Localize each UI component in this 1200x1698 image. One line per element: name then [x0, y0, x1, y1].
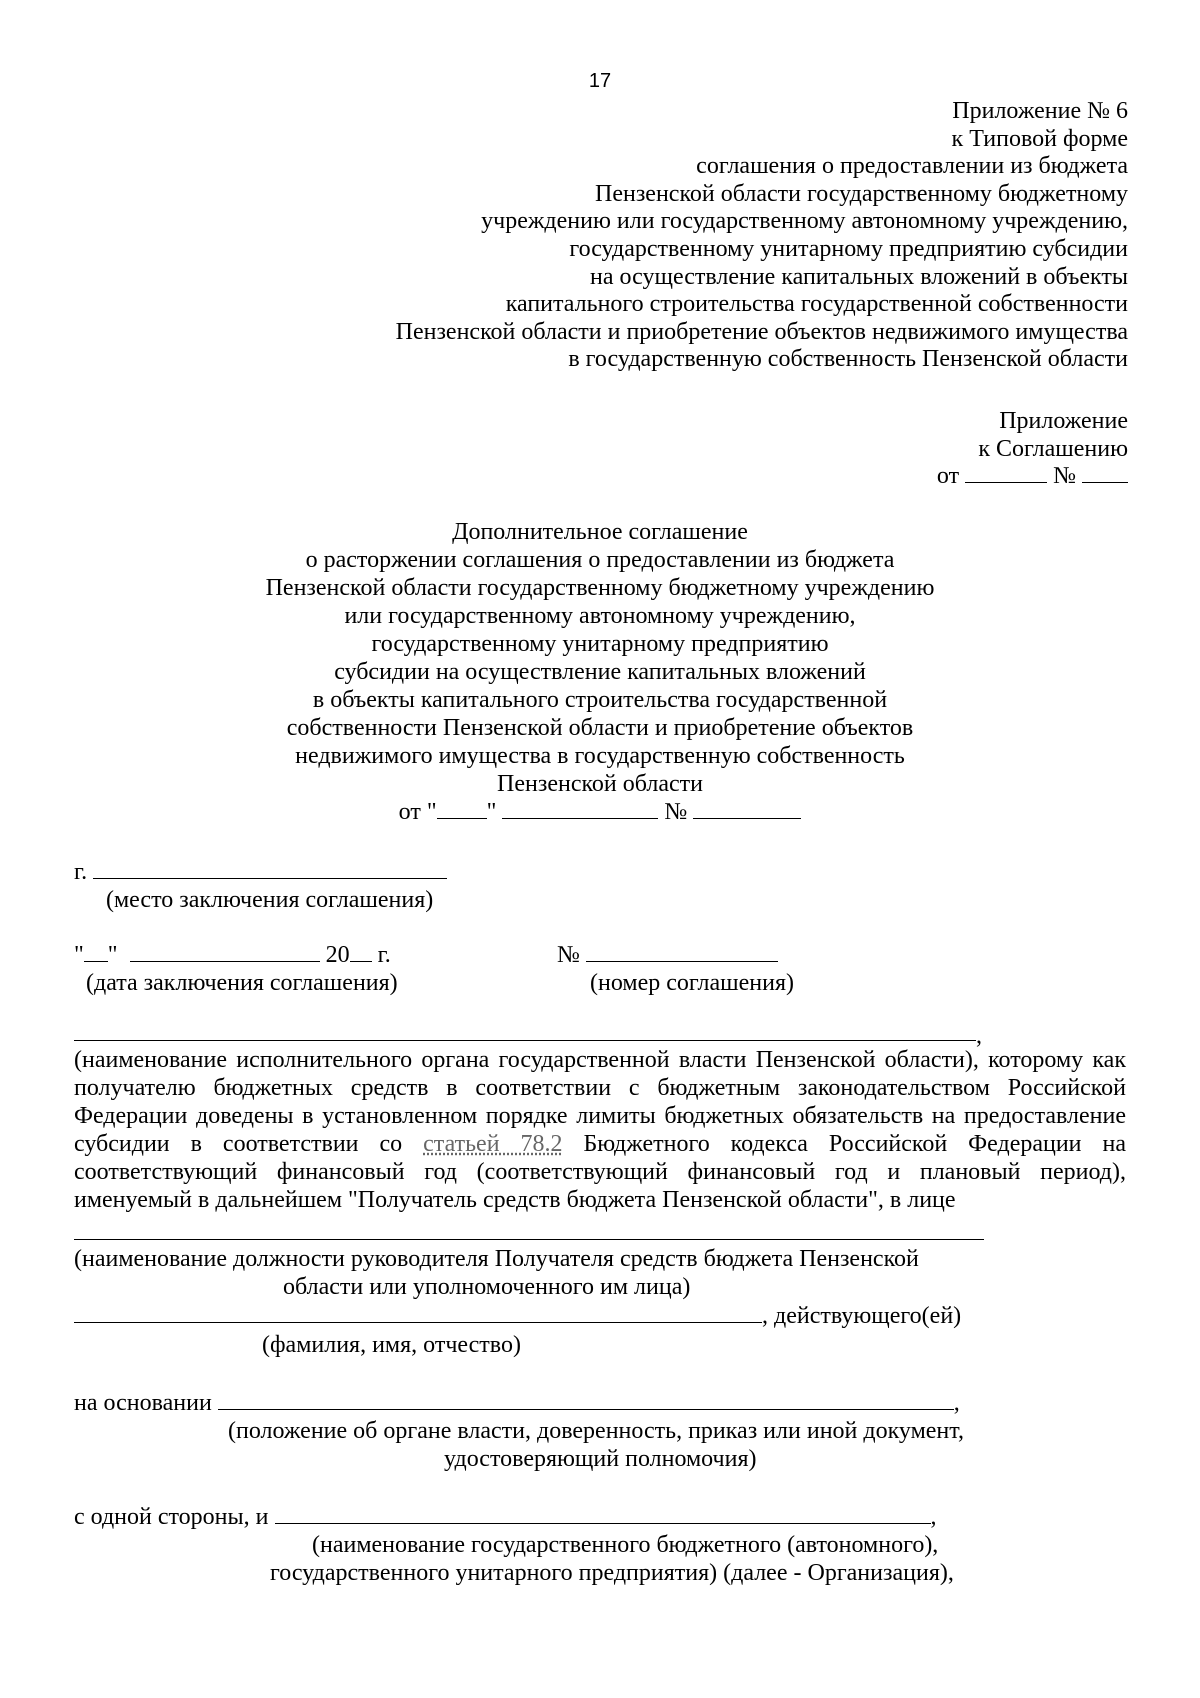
- paragraph-line: субсидии в соответствии со статьей 78.2 Бюджетного кодекса Российской Федерации на: [74, 1131, 1127, 1157]
- title-line: Пензенской области: [497, 771, 703, 797]
- paragraph-line: Федерации доведены в установленном порядке лимиты бюджетных обязательств на предоставление: [74, 1103, 1126, 1129]
- title-line: или государственному автономному учреждению,: [344, 603, 856, 629]
- article-link[interactable]: статьей 78.2: [423, 1131, 563, 1157]
- other-party-label: с одной стороны, и: [74, 1504, 269, 1530]
- paragraph-line: (наименование исполнительного органа государственной власти Пензенской области), которому как: [74, 1047, 1126, 1073]
- appendix-header-line: учреждению или государственному автономному учреждению,: [481, 208, 1128, 235]
- head-position-blank[interactable]: [74, 1239, 984, 1240]
- from-label: от: [398, 799, 421, 825]
- appendix-header-line: к Типовой форме: [951, 125, 1128, 152]
- basis-row: на основании ,: [74, 1390, 960, 1416]
- city-prefix: г.: [74, 859, 88, 885]
- basis-caption: удостоверяющий полномочия): [444, 1446, 757, 1472]
- agreement-appendix-ref: [937, 463, 1128, 491]
- quote: ": [107, 942, 118, 968]
- acting-label: , действующего(ей): [762, 1303, 962, 1329]
- quote: ": [74, 942, 84, 968]
- other-party-row: с одной стороны, и ,: [74, 1504, 937, 1530]
- document-title: [0, 518, 1200, 826]
- number-label: №: [557, 942, 580, 968]
- number-blank[interactable]: [693, 800, 801, 819]
- date-row: [74, 941, 391, 969]
- number-caption: (номер соглашения): [590, 970, 794, 996]
- appendix-header-line: Пензенской области и приобретение объектов недвижимого имущества: [395, 318, 1128, 345]
- paragraph-line: соответствующий финансовый год (соответствующий финансовый год и плановый период),: [74, 1159, 1126, 1185]
- appendix-header-line: в государственную собственность Пензенской области: [568, 346, 1128, 373]
- appendix-header-line: соглашения о предоставлении из бюджета: [696, 153, 1128, 180]
- basis-blank[interactable]: [218, 1391, 954, 1410]
- appendix-header: [396, 98, 1128, 374]
- comma: ,: [976, 1023, 982, 1049]
- fio-caption: (фамилия, имя, отчество): [262, 1332, 521, 1358]
- agreement-appendix-line2: к Соглашению: [978, 435, 1128, 462]
- place-blank[interactable]: [93, 860, 447, 879]
- title-line: недвижимого имущества в государственную собственность: [295, 743, 905, 769]
- place-caption: (место заключения соглашения): [106, 887, 434, 913]
- from-label: от: [936, 463, 960, 490]
- organization-blank[interactable]: [275, 1505, 931, 1524]
- title-line: в объекты капитального строительства государственной: [312, 687, 888, 713]
- agreement-appendix: [937, 408, 1128, 491]
- appendix-header-line: капитального строительства государственной собственности: [505, 291, 1128, 318]
- title-line: собственности Пензенской области и приобретение объектов: [286, 715, 914, 741]
- page-number: 17: [588, 70, 612, 92]
- paragraph-line: получателю бюджетных средств в соответствии с бюджетным законодательством Российской: [74, 1075, 1126, 1101]
- date-caption: (дата заключения соглашения): [86, 970, 398, 996]
- quote: ": [426, 799, 437, 825]
- appendix-header-line: Приложение № 6: [952, 98, 1128, 124]
- month-blank[interactable]: [502, 800, 658, 819]
- basis-caption: (положение об органе власти, доверенность, приказ или иной документ,: [228, 1418, 964, 1444]
- fio-blank[interactable]: [74, 1304, 762, 1323]
- number-row: [557, 941, 778, 969]
- paragraph-line: именуемый в дальнейшем "Получатель средств бюджета Пензенской области", в лице: [74, 1187, 956, 1213]
- basis-label: на основании: [74, 1390, 212, 1416]
- number-label: №: [664, 799, 688, 825]
- title-line: о расторжении соглашения о предоставлении из бюджета: [305, 547, 895, 573]
- agreement-appendix-line1: Приложение: [999, 408, 1128, 434]
- title-line: Пензенской области государственному бюджетному учреждению: [265, 575, 935, 601]
- organization-caption: государственного унитарного предприятия) (далее - Организация),: [270, 1560, 954, 1586]
- head-position-caption: (наименование должности руководителя Получателя средств бюджета Пензенской: [74, 1246, 919, 1272]
- month-blank[interactable]: [130, 943, 320, 962]
- date-blank[interactable]: [965, 464, 1047, 483]
- appendix-header-line: государственному унитарному предприятию субсидии: [569, 235, 1128, 262]
- number-label: №: [1053, 463, 1076, 490]
- paragraph-recipient: [74, 1046, 1126, 1214]
- title-line: государственному унитарному предприятию: [371, 631, 829, 657]
- title-line: субсидии на осуществление капитальных вложений: [334, 659, 866, 685]
- organization-caption: (наименование государственного бюджетного (автономного),: [312, 1532, 939, 1558]
- appendix-header-line: Пензенской области государственному бюджетному: [594, 180, 1128, 207]
- number-blank[interactable]: [586, 943, 778, 962]
- appendix-header-line: на осуществление капитальных вложений в объекты: [590, 263, 1128, 290]
- year-suffix: г.: [377, 942, 391, 968]
- day-blank[interactable]: [84, 943, 108, 962]
- day-blank[interactable]: [437, 800, 487, 819]
- place-row: [74, 858, 447, 886]
- year-prefix: 20: [325, 942, 350, 968]
- quote: ": [486, 799, 497, 825]
- fio-row: [74, 1302, 961, 1330]
- number-blank[interactable]: [1082, 464, 1128, 483]
- title-line: Дополнительное соглашение: [452, 519, 748, 545]
- year-blank[interactable]: [350, 943, 372, 962]
- title-date-number: [0, 798, 1200, 826]
- head-position-caption: области или уполномоченного им лица): [283, 1274, 691, 1300]
- authority-name-blank[interactable]: [74, 1040, 976, 1041]
